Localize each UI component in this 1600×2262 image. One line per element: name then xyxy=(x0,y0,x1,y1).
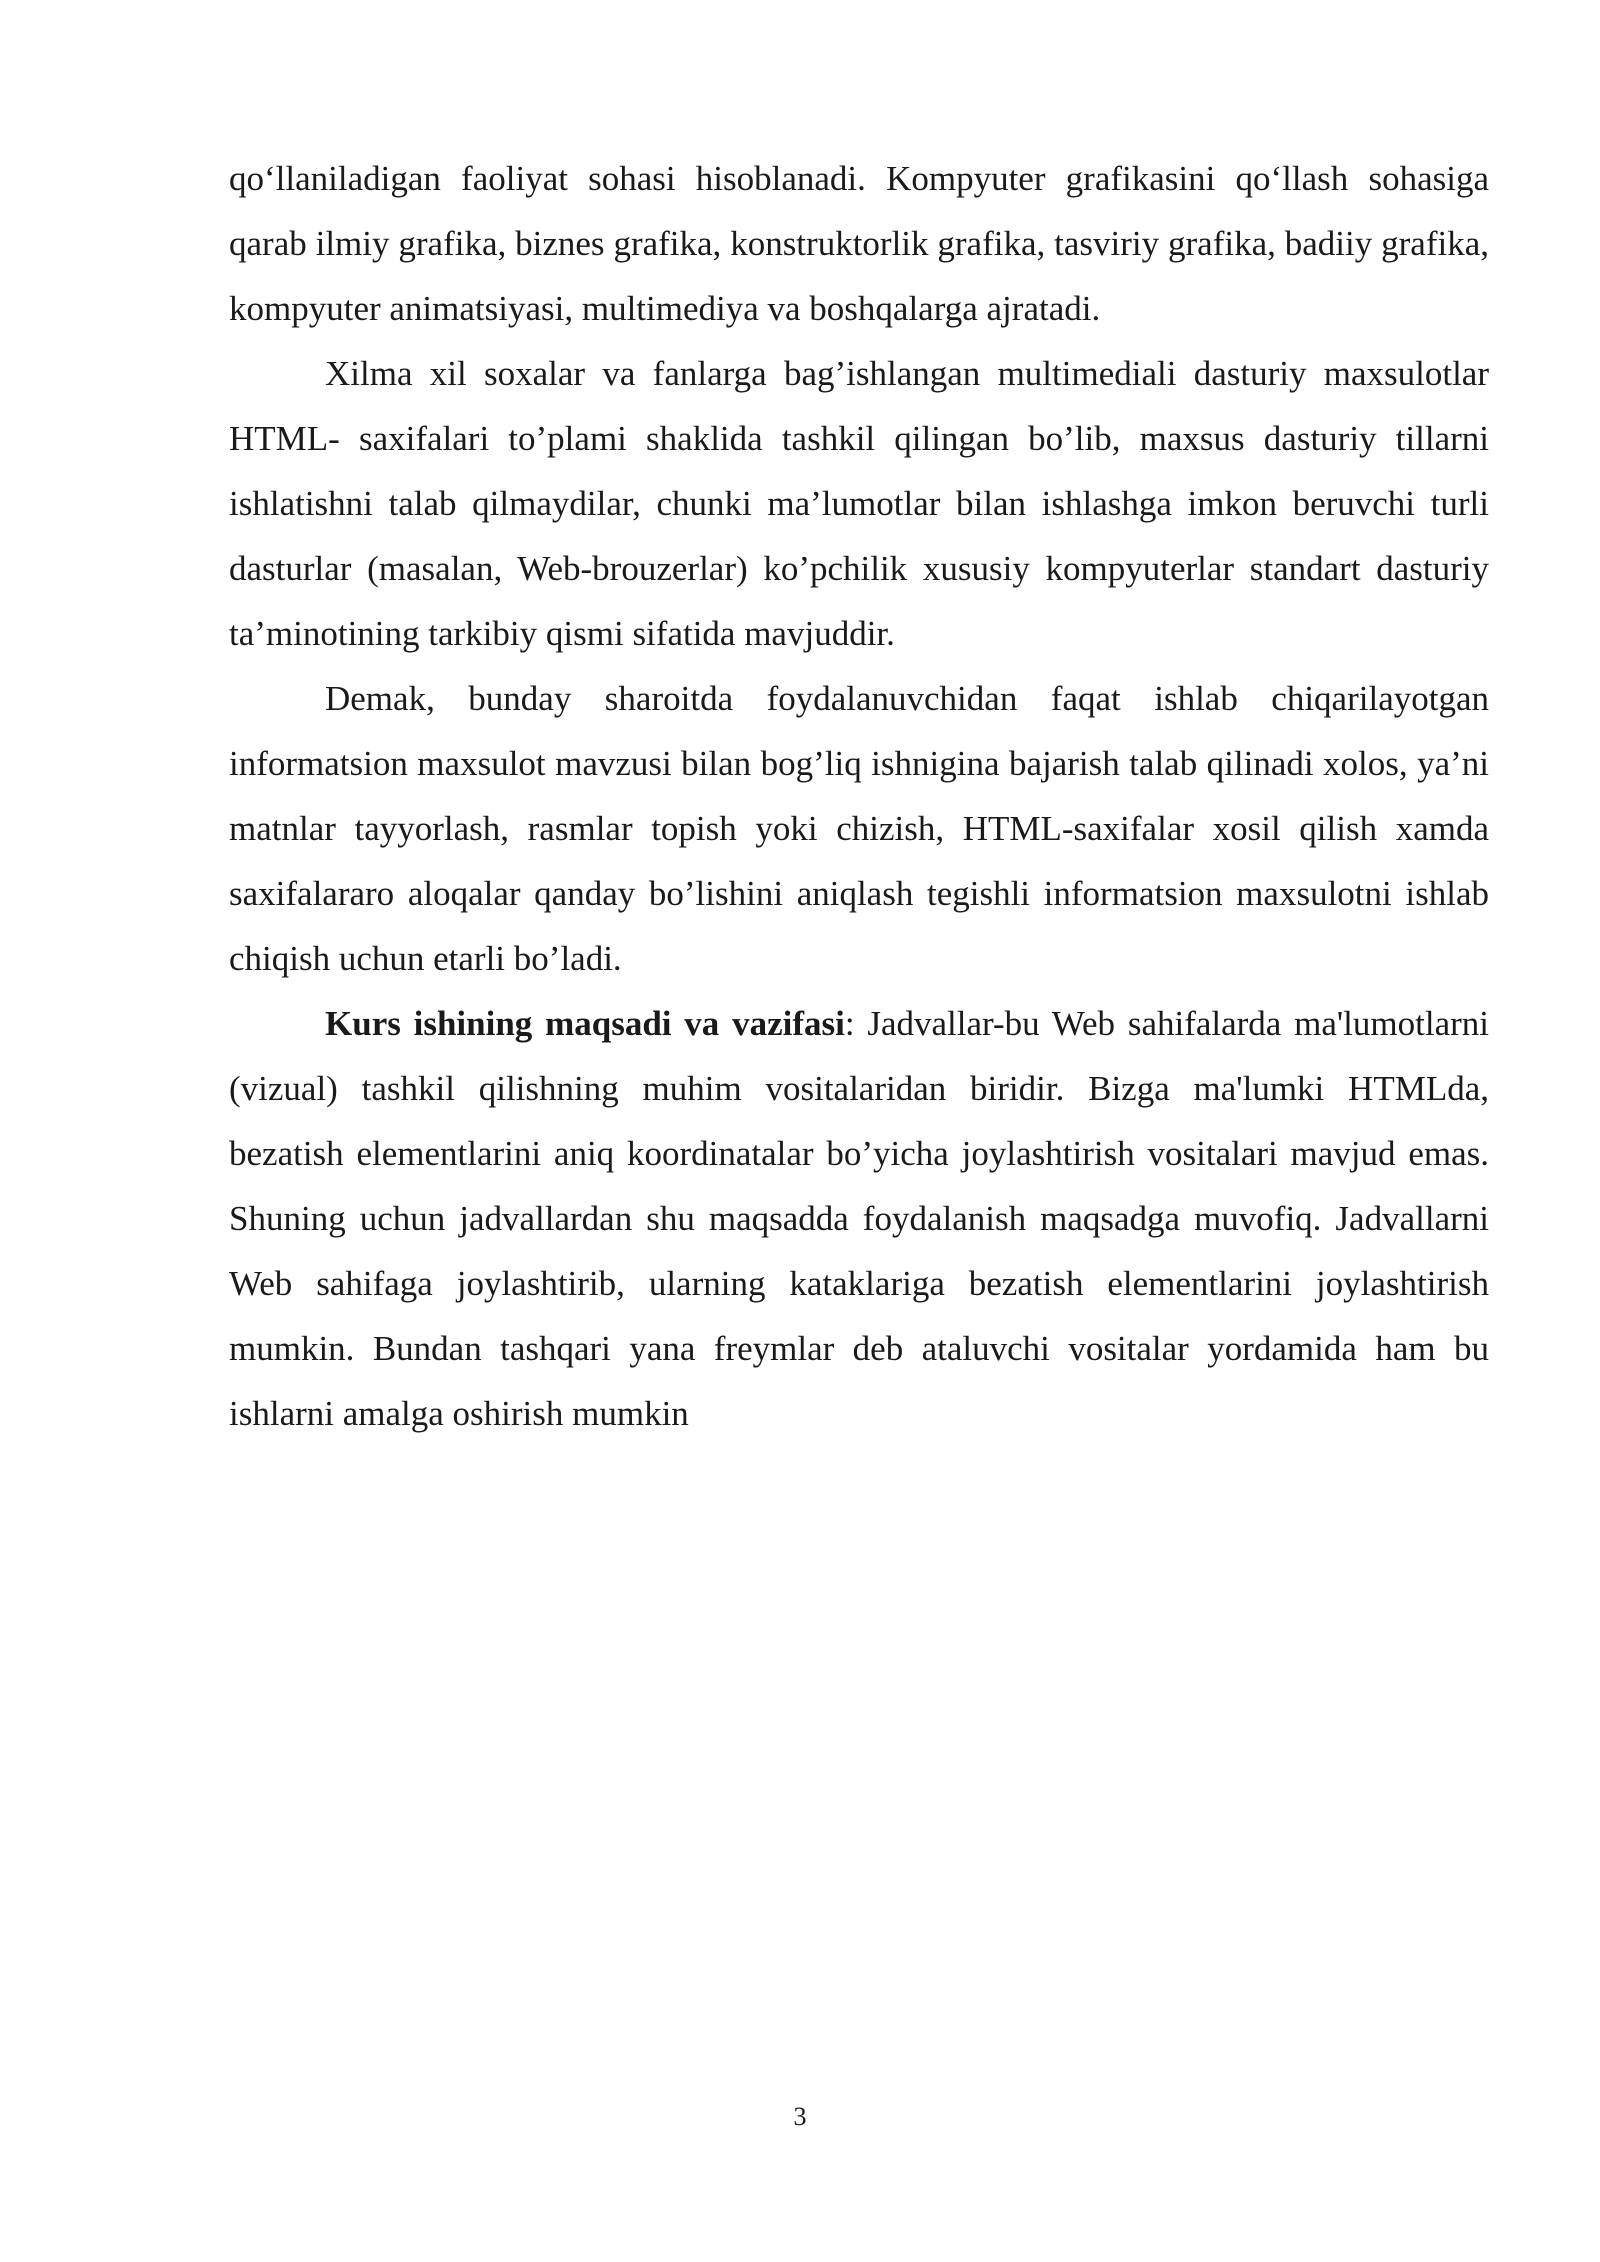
paragraph-4-text: : Jadvallar-bu Web sahifalarda ma'lumotlarni (vizual) tashkil qilishning muhim vositalaridan biridir. Bizga ma'lumki HTMLda, bezatish elementlarini aniq koordinatalar bo’yicha joylashtirish vositalari mavjud emas. Shuning uchun jadvallardan shu maqsadda foydalanish maqsadga muvofiq. Jadvallarni Web sahifaga joylashtirib, ularning kataklariga bezatish elementlarini joylashtirish mumkin. Bundan tashqari yana freymlar deb ataluvchi vositalar yordamida ham bu ishlarni amalga oshirish mumkin xyxy=(229,1004,1489,1433)
paragraph-4 xyxy=(229,991,1489,1446)
document-body xyxy=(229,146,1489,1446)
paragraph-4-heading: Kurs ishining maqsadi va vazifasi xyxy=(325,1004,845,1043)
paragraph-1: qo‘llaniladigan faoliyat sohasi hisoblanadi. Kompyuter grafikasini qo‘llash sohasiga qarab ilmiy grafika, biznes grafika, konstruktorlik grafika, tasviriy grafika, badiiy grafika, kompyuter animatsiyasi, multimediya va boshqalarga ajratadi. xyxy=(229,159,1489,328)
paragraph-2: Xilma xil soxalar va fanlarga bag’ishlangan multimediali dasturiy maxsulotlar HTML- saxifalari to’plami shaklida tashkil qilingan bo’lib, maxsus dasturiy tillarni ishlatishni talab qilmaydilar, chunki ma’lumotlar bilan ishlashga imkon beruvchi turli dasturlar (masalan, Web-brouzerlar) ko’pchilik xususiy kompyuterlar standart dasturiy ta’minotining tarkibiy qismi sifatida mavjuddir. xyxy=(229,354,1489,653)
page-number: 3 xyxy=(793,2102,807,2131)
paragraph-3: Demak, bunday sharoitda foydalanuvchidan faqat ishlab chiqarilayotgan informatsion maxsulot mavzusi bilan bog’liq ishnigina bajarish talab qilinadi xolos, ya’ni matnlar tayyorlash, rasmlar topish yoki chizish, HTML-saxifalar xosil qilish xamda saxifalararo aloqalar qanday bo’lishini aniqlash tegishli informatsion maxsulotni ishlab chiqish uchun etarli bo’ladi. xyxy=(229,679,1489,978)
